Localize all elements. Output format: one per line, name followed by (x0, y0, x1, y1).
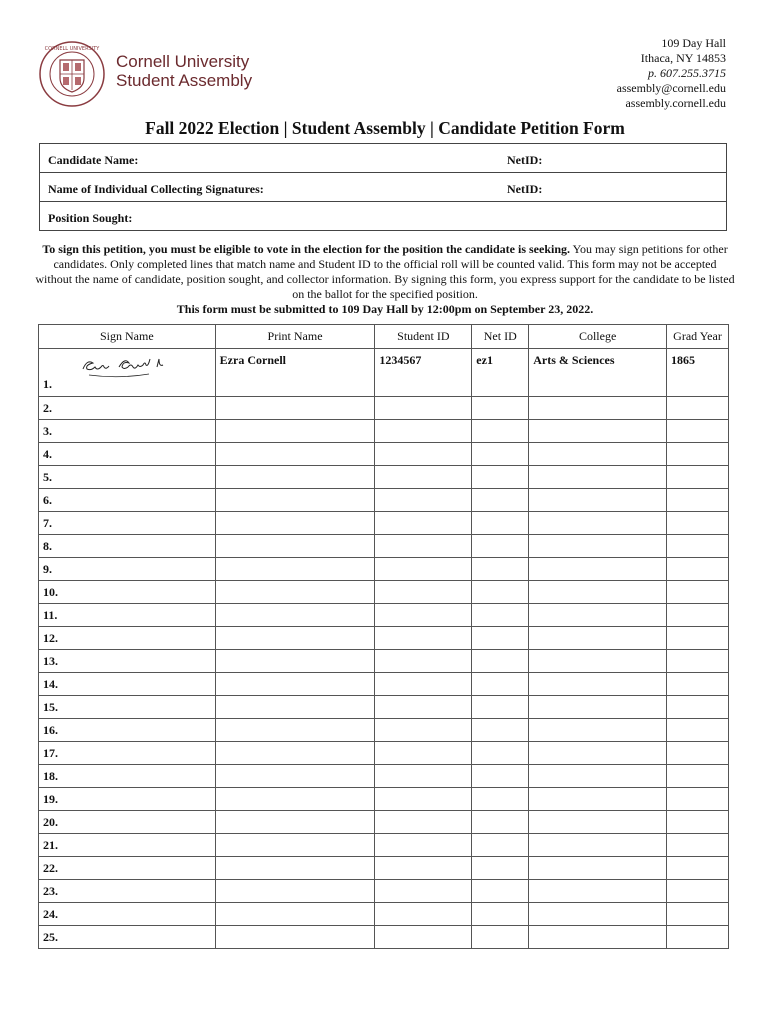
grad-year-cell[interactable] (667, 673, 729, 696)
net-id-cell[interactable] (472, 604, 529, 627)
student-id-cell[interactable] (375, 719, 472, 742)
row-number: 6. (43, 492, 52, 507)
sign-cell[interactable] (39, 397, 216, 420)
print-name-cell[interactable] (215, 535, 375, 558)
row-number: 23. (43, 883, 58, 898)
print-name-cell[interactable] (215, 719, 375, 742)
table-row (39, 349, 729, 397)
college-cell[interactable] (529, 604, 667, 627)
student-id-cell[interactable] (375, 696, 472, 719)
table-row (39, 903, 729, 926)
college-cell[interactable] (529, 581, 667, 604)
grad-year-cell[interactable] (667, 535, 729, 558)
phone: p. 607.255.3715 (648, 66, 726, 80)
collector-row (40, 173, 726, 202)
college-cell[interactable]: Arts & Sciences (529, 349, 667, 397)
net-id-cell[interactable] (472, 512, 529, 535)
sign-cell[interactable] (39, 880, 216, 903)
sign-cell[interactable] (39, 512, 216, 535)
instructions-bold: To sign this petition, you must be eligible to vote in the election for the position the candidate is seeking. (42, 242, 571, 256)
college-cell[interactable] (529, 489, 667, 512)
student-id-cell[interactable] (375, 834, 472, 857)
student-id-cell[interactable] (375, 650, 472, 673)
print-name-cell[interactable]: Ezra Cornell (215, 349, 375, 397)
table-row (39, 926, 729, 949)
grad-year-cell[interactable] (667, 742, 729, 765)
table-row (39, 811, 729, 834)
org-name-line1: Cornell University (116, 52, 250, 71)
college-cell[interactable] (529, 558, 667, 581)
table-row (39, 558, 729, 581)
form-title: Fall 2022 Election | Student Assembly | Candidate Petition Form (145, 118, 625, 138)
org-name-line2: Student Assembly (116, 71, 253, 90)
sign-cell[interactable] (39, 811, 216, 834)
row-number: 12. (43, 630, 58, 645)
position-label: Position Sought: (48, 211, 133, 225)
college-cell[interactable] (529, 719, 667, 742)
sign-cell[interactable] (39, 650, 216, 673)
grad-year-cell[interactable] (667, 857, 729, 880)
grad-year-cell[interactable] (667, 903, 729, 926)
table-row (39, 420, 729, 443)
net-id-cell[interactable] (472, 903, 529, 926)
deadline-notice: This form must be submitted to 109 Day Hall by 12:00pm on September 23, 2022. (176, 302, 594, 316)
grad-year-cell[interactable] (667, 397, 729, 420)
print-name-cell[interactable] (215, 604, 375, 627)
sign-cell[interactable] (39, 742, 216, 765)
sign-cell[interactable] (39, 466, 216, 489)
position-row (40, 202, 726, 230)
college-cell[interactable] (529, 466, 667, 489)
student-id-cell[interactable] (375, 765, 472, 788)
table-row (39, 788, 729, 811)
grad-year-cell[interactable] (667, 604, 729, 627)
grad-year-cell[interactable] (667, 558, 729, 581)
print-name-cell[interactable] (215, 489, 375, 512)
header-college: College (529, 325, 667, 349)
college-cell[interactable] (529, 765, 667, 788)
print-name-cell[interactable] (215, 443, 375, 466)
print-name-cell[interactable] (215, 673, 375, 696)
college-cell[interactable] (529, 696, 667, 719)
collector-label: Name of Individual Collecting Signatures: (48, 182, 264, 196)
student-id-cell[interactable] (375, 788, 472, 811)
row-number: 22. (43, 860, 58, 875)
row-number: 16. (43, 722, 58, 737)
print-name-cell[interactable] (215, 857, 375, 880)
table-row (39, 489, 729, 512)
table-row (39, 512, 729, 535)
sign-cell[interactable] (39, 719, 216, 742)
table-row (39, 627, 729, 650)
net-id-cell[interactable] (472, 857, 529, 880)
svg-text:CORNELL UNIVERSITY: CORNELL UNIVERSITY (44, 46, 100, 52)
org-name (116, 52, 252, 90)
table-row (39, 834, 729, 857)
college-cell[interactable] (529, 650, 667, 673)
sign-cell[interactable] (39, 535, 216, 558)
sign-cell[interactable] (39, 696, 216, 719)
table-row (39, 742, 729, 765)
print-name-cell[interactable] (215, 627, 375, 650)
student-id-cell[interactable]: 1234567 (375, 349, 472, 397)
grad-year-cell[interactable] (667, 811, 729, 834)
row-number: 3. (43, 423, 52, 438)
address-line2: Ithaca, NY 14853 (640, 51, 726, 65)
table-row (39, 581, 729, 604)
instructions-text: You may sign petitions for other candidates. Only completed lines that match name and Student ID to the official roll will be counted valid. This form may not be accepted without the name of candidate, position sought, and collector information. By signing this form, you express support for the candidate to be listed on the ballot for the specified position. (35, 242, 735, 301)
sign-cell[interactable] (39, 581, 216, 604)
print-name-cell[interactable] (215, 466, 375, 489)
net-id-cell[interactable] (472, 650, 529, 673)
row-number: 18. (43, 768, 58, 783)
net-id-cell[interactable] (472, 558, 529, 581)
header-net-id: Net ID (472, 325, 529, 349)
sign-cell[interactable] (39, 349, 216, 397)
row-number: 24. (43, 906, 58, 921)
sign-cell[interactable] (39, 857, 216, 880)
student-id-cell[interactable] (375, 811, 472, 834)
row-number: 8. (43, 538, 52, 553)
net-id-cell[interactable] (472, 880, 529, 903)
student-id-cell[interactable] (375, 742, 472, 765)
student-id-cell[interactable] (375, 627, 472, 650)
table-row (39, 719, 729, 742)
table-row (39, 466, 729, 489)
candidate-netid-label: NetID: (507, 153, 543, 167)
print-name-cell[interactable] (215, 788, 375, 811)
signature-table (38, 324, 729, 949)
student-id-cell[interactable] (375, 903, 472, 926)
contact-block (617, 36, 726, 111)
student-id-cell[interactable] (375, 926, 472, 949)
student-id-cell[interactable] (375, 857, 472, 880)
college-cell[interactable] (529, 834, 667, 857)
grad-year-cell[interactable] (667, 420, 729, 443)
college-cell[interactable] (529, 926, 667, 949)
grad-year-cell[interactable] (667, 466, 729, 489)
college-cell[interactable] (529, 673, 667, 696)
grad-year-cell[interactable] (667, 512, 729, 535)
row-number: 1. (43, 377, 52, 391)
grad-year-cell[interactable] (667, 489, 729, 512)
net-id-cell[interactable] (472, 420, 529, 443)
table-row (39, 535, 729, 558)
net-id-cell[interactable] (472, 765, 529, 788)
print-name-cell[interactable] (215, 834, 375, 857)
sign-cell[interactable] (39, 489, 216, 512)
college-cell[interactable] (529, 512, 667, 535)
student-id-cell[interactable] (375, 489, 472, 512)
row-number: 9. (43, 561, 52, 576)
student-id-cell[interactable] (375, 880, 472, 903)
student-id-cell[interactable] (375, 466, 472, 489)
sign-cell[interactable] (39, 765, 216, 788)
row-number: 2. (43, 400, 52, 415)
row-number: 14. (43, 676, 58, 691)
table-row (39, 650, 729, 673)
net-id-cell[interactable] (472, 926, 529, 949)
print-name-cell[interactable] (215, 420, 375, 443)
net-id-cell[interactable] (472, 696, 529, 719)
college-cell[interactable] (529, 535, 667, 558)
net-id-cell[interactable] (472, 742, 529, 765)
net-id-cell[interactable] (472, 834, 529, 857)
grad-year-cell[interactable] (667, 581, 729, 604)
print-name-cell[interactable] (215, 880, 375, 903)
table-row (39, 857, 729, 880)
net-id-cell[interactable]: ez1 (472, 349, 529, 397)
grad-year-cell[interactable] (667, 880, 729, 903)
grad-year-cell[interactable] (667, 627, 729, 650)
grad-year-cell[interactable]: 1865 (667, 349, 729, 397)
row-number: 11. (43, 607, 58, 622)
row-number: 15. (43, 699, 58, 714)
student-id-cell[interactable] (375, 558, 472, 581)
net-id-cell[interactable] (472, 627, 529, 650)
grad-year-cell[interactable] (667, 926, 729, 949)
college-cell[interactable] (529, 397, 667, 420)
net-id-cell[interactable] (472, 788, 529, 811)
grad-year-cell[interactable] (667, 650, 729, 673)
net-id-cell[interactable] (472, 673, 529, 696)
student-id-cell[interactable] (375, 581, 472, 604)
instructions (34, 242, 736, 302)
header-sign-name: Sign Name (39, 325, 216, 349)
candidate-info-box (39, 143, 727, 231)
table-row (39, 880, 729, 903)
row-number: 13. (43, 653, 58, 668)
college-cell[interactable] (529, 742, 667, 765)
row-number: 20. (43, 814, 58, 829)
student-id-cell[interactable] (375, 443, 472, 466)
grad-year-cell[interactable] (667, 443, 729, 466)
table-header-row (39, 325, 729, 349)
grad-year-cell[interactable] (667, 834, 729, 857)
row-number: 10. (43, 584, 58, 599)
cornell-seal-icon (38, 40, 106, 108)
candidate-row (40, 144, 726, 173)
grad-year-cell[interactable] (667, 788, 729, 811)
college-cell[interactable] (529, 420, 667, 443)
sign-cell[interactable] (39, 926, 216, 949)
sign-cell[interactable] (39, 420, 216, 443)
row-number: 17. (43, 745, 58, 760)
sign-cell[interactable] (39, 788, 216, 811)
college-cell[interactable] (529, 903, 667, 926)
sign-cell[interactable] (39, 903, 216, 926)
net-id-cell[interactable] (472, 811, 529, 834)
grad-year-cell[interactable] (667, 696, 729, 719)
college-cell[interactable] (529, 627, 667, 650)
net-id-cell[interactable] (472, 581, 529, 604)
row-number: 4. (43, 446, 52, 461)
print-name-cell[interactable] (215, 397, 375, 420)
print-name-cell[interactable] (215, 742, 375, 765)
sign-cell[interactable] (39, 604, 216, 627)
student-id-cell[interactable] (375, 397, 472, 420)
net-id-cell[interactable] (472, 397, 529, 420)
student-id-cell[interactable] (375, 420, 472, 443)
header-print-name: Print Name (215, 325, 375, 349)
sign-cell[interactable] (39, 558, 216, 581)
print-name-cell[interactable] (215, 650, 375, 673)
address-line1: 109 Day Hall (661, 36, 726, 50)
grad-year-cell[interactable] (667, 719, 729, 742)
email: assembly@cornell.edu (616, 81, 726, 95)
website: assembly.cornell.edu (625, 96, 726, 110)
table-row (39, 696, 729, 719)
college-cell[interactable] (529, 788, 667, 811)
print-name-cell[interactable] (215, 765, 375, 788)
college-cell[interactable] (529, 443, 667, 466)
student-id-cell[interactable] (375, 535, 472, 558)
print-name-cell[interactable] (215, 512, 375, 535)
print-name-cell[interactable] (215, 581, 375, 604)
table-row (39, 765, 729, 788)
signature-image (79, 351, 189, 381)
net-id-cell[interactable] (472, 535, 529, 558)
table-row (39, 443, 729, 466)
header-student-id: Student ID (375, 325, 472, 349)
print-name-cell[interactable] (215, 903, 375, 926)
collector-netid-label: NetID: (507, 182, 543, 196)
header-grad-year: Grad Year (667, 325, 729, 349)
college-cell[interactable] (529, 857, 667, 880)
row-number: 25. (43, 929, 58, 944)
table-row (39, 673, 729, 696)
sign-cell[interactable] (39, 627, 216, 650)
college-cell[interactable] (529, 880, 667, 903)
row-number: 7. (43, 515, 52, 530)
grad-year-cell[interactable] (667, 765, 729, 788)
net-id-cell[interactable] (472, 443, 529, 466)
candidate-name-label: Candidate Name: (48, 153, 139, 167)
student-id-cell[interactable] (375, 673, 472, 696)
print-name-cell[interactable] (215, 558, 375, 581)
print-name-cell[interactable] (215, 926, 375, 949)
sign-cell[interactable] (39, 673, 216, 696)
student-id-cell[interactable] (375, 512, 472, 535)
student-id-cell[interactable] (375, 604, 472, 627)
college-cell[interactable] (529, 811, 667, 834)
table-row (39, 604, 729, 627)
sign-cell[interactable] (39, 443, 216, 466)
net-id-cell[interactable] (472, 719, 529, 742)
row-number: 5. (43, 469, 52, 484)
print-name-cell[interactable] (215, 811, 375, 834)
print-name-cell[interactable] (215, 696, 375, 719)
net-id-cell[interactable] (472, 489, 529, 512)
row-number: 21. (43, 837, 58, 852)
row-number: 19. (43, 791, 58, 806)
table-row (39, 397, 729, 420)
net-id-cell[interactable] (472, 466, 529, 489)
sign-cell[interactable] (39, 834, 216, 857)
